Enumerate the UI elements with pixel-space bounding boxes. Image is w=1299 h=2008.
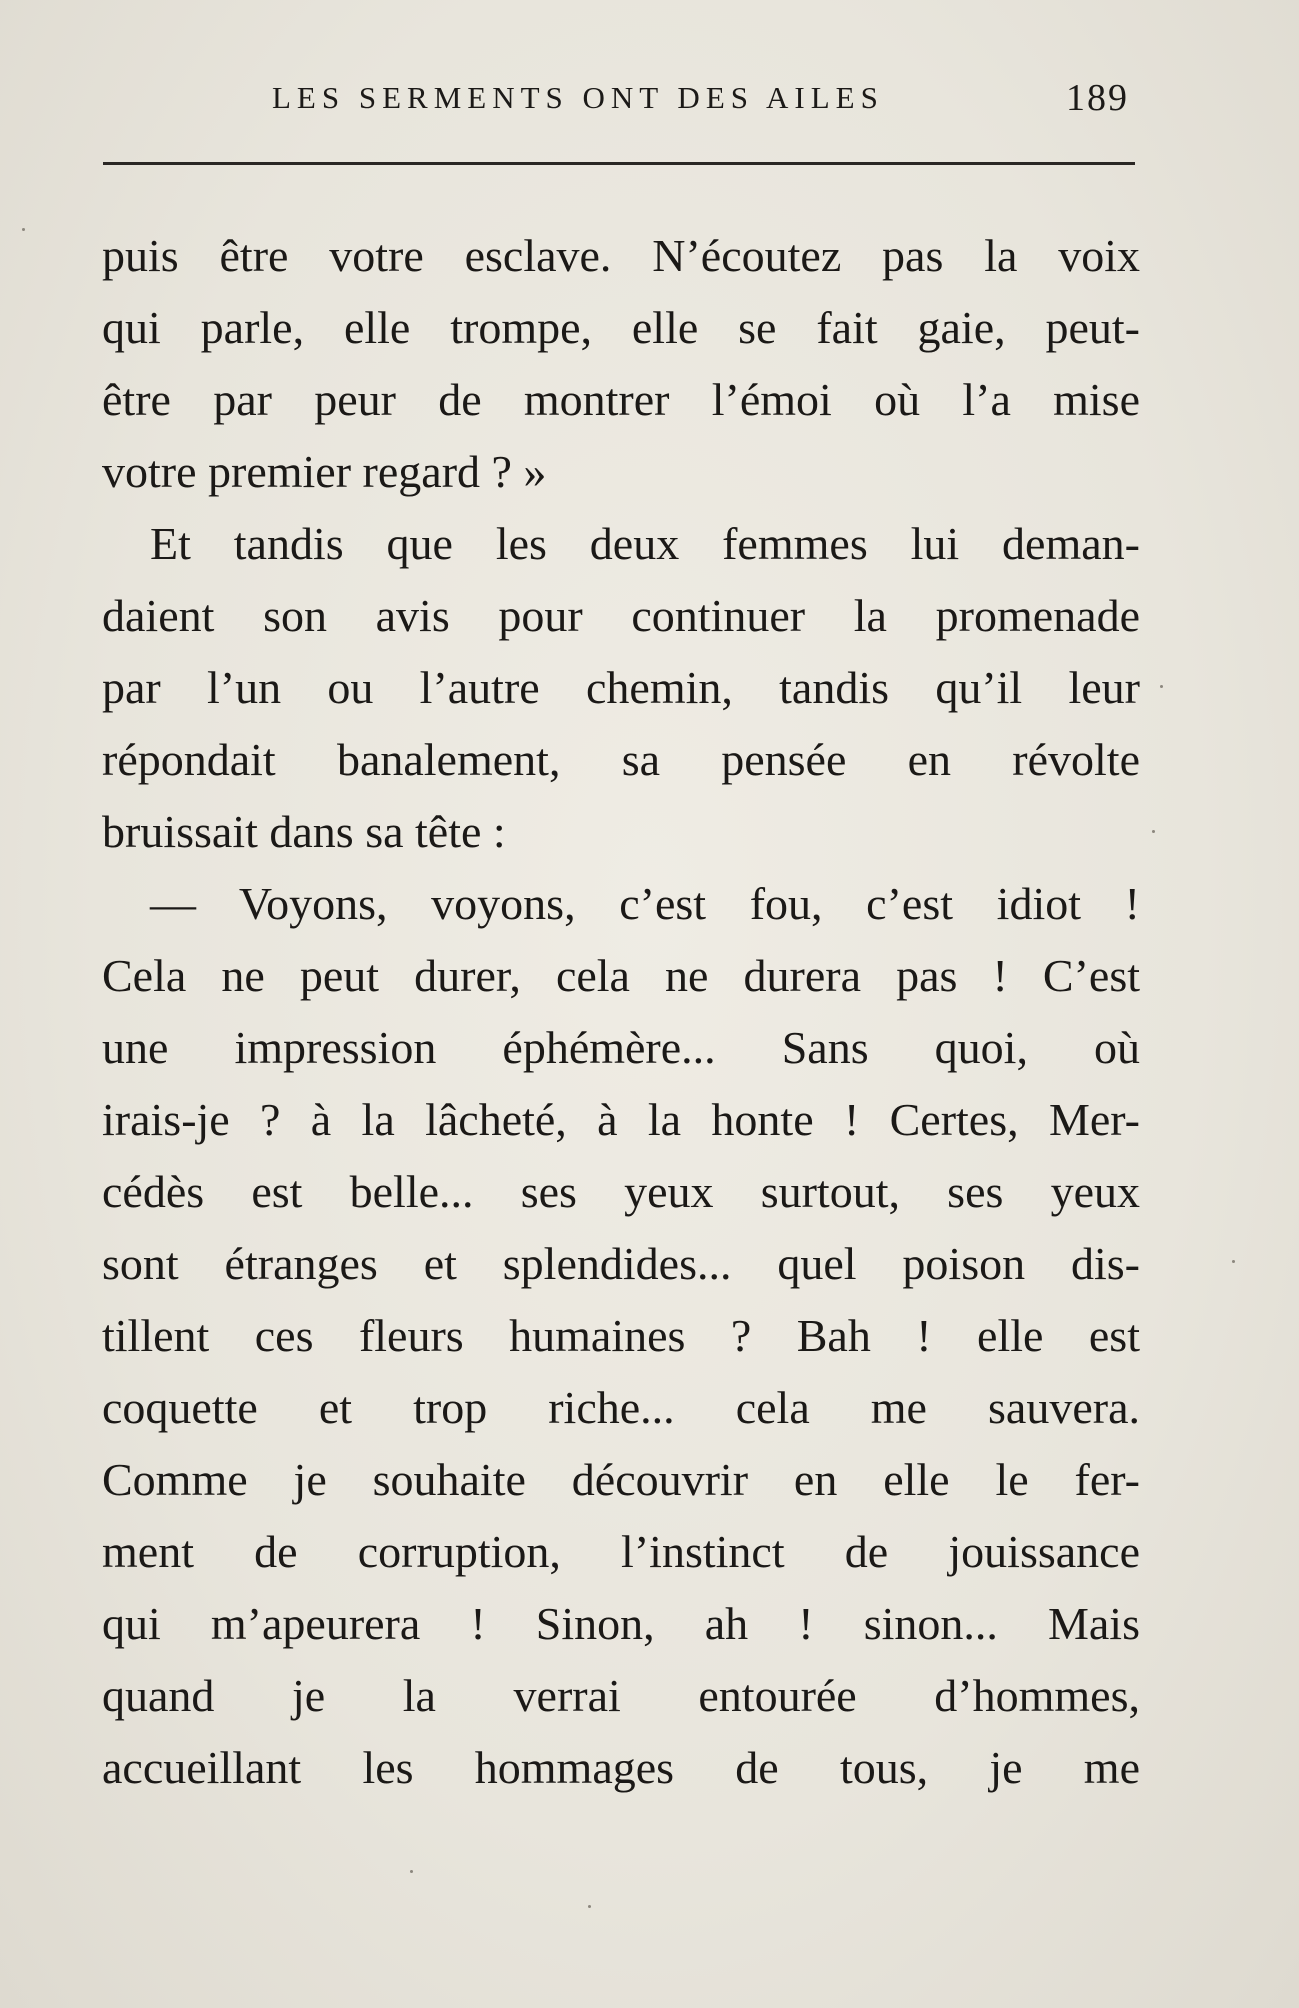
text-line: Et tandis que les deux femmes lui deman- xyxy=(150,518,1140,569)
text-line: daient son avis pour continuer la promenade xyxy=(102,590,1140,641)
text-line: par l’un ou l’autre chemin, tandis qu’il leur xyxy=(102,662,1140,713)
text-line: votre premier regard ? » xyxy=(102,446,547,497)
paper-speck xyxy=(22,228,25,231)
text-line: ment de corruption, l’instinct de jouissance xyxy=(102,1526,1140,1577)
text-line: répondait banalement, sa pensée en révolte xyxy=(102,734,1140,785)
paper-speck xyxy=(1160,685,1163,688)
text-line: irais-je ? à la lâcheté, à la honte ! Certes, Mer- xyxy=(102,1094,1140,1145)
text-line: qui m’apeurera ! Sinon, ah ! sinon... Mais xyxy=(102,1598,1140,1649)
page-number: 189 xyxy=(1066,77,1129,119)
running-head: LES SERMENTS ONT DES AILES xyxy=(272,80,884,115)
paper-speck xyxy=(1232,1260,1235,1263)
text-line: sont étranges et splendides... quel poison dis- xyxy=(102,1238,1140,1289)
text-line: bruissait dans sa tête : xyxy=(102,806,506,857)
body-text xyxy=(102,220,1140,1804)
text-line: accueillant les hommages de tous, je me xyxy=(102,1742,1140,1793)
text-line: Cela ne peut durer, cela ne durera pas ! C’est xyxy=(102,950,1140,1001)
text-line: qui parle, elle trompe, elle se fait gaie, peut- xyxy=(102,302,1140,353)
text-line: quand je la verrai entourée d’hommes, xyxy=(102,1670,1140,1721)
text-line: Comme je souhaite découvrir en elle le fer- xyxy=(102,1454,1140,1505)
paper-speck xyxy=(410,1870,413,1873)
text-line: puis être votre esclave. N’écoutez pas la voix xyxy=(102,230,1140,281)
text-line: une impression éphémère... Sans quoi, où xyxy=(102,1022,1140,1073)
header-rule xyxy=(103,162,1135,165)
text-line: être par peur de montrer l’émoi où l’a mise xyxy=(102,374,1140,425)
paper-speck xyxy=(1152,830,1155,833)
text-line: — Voyons, voyons, c’est fou, c’est idiot ! xyxy=(150,878,1140,929)
text-line: coquette et trop riche... cela me sauvera. xyxy=(102,1382,1140,1433)
paper-speck xyxy=(588,1905,591,1908)
text-line: tillent ces fleurs humaines ? Bah ! elle est xyxy=(102,1310,1140,1361)
text-line: cédès est belle... ses yeux surtout, ses yeux xyxy=(102,1166,1140,1217)
